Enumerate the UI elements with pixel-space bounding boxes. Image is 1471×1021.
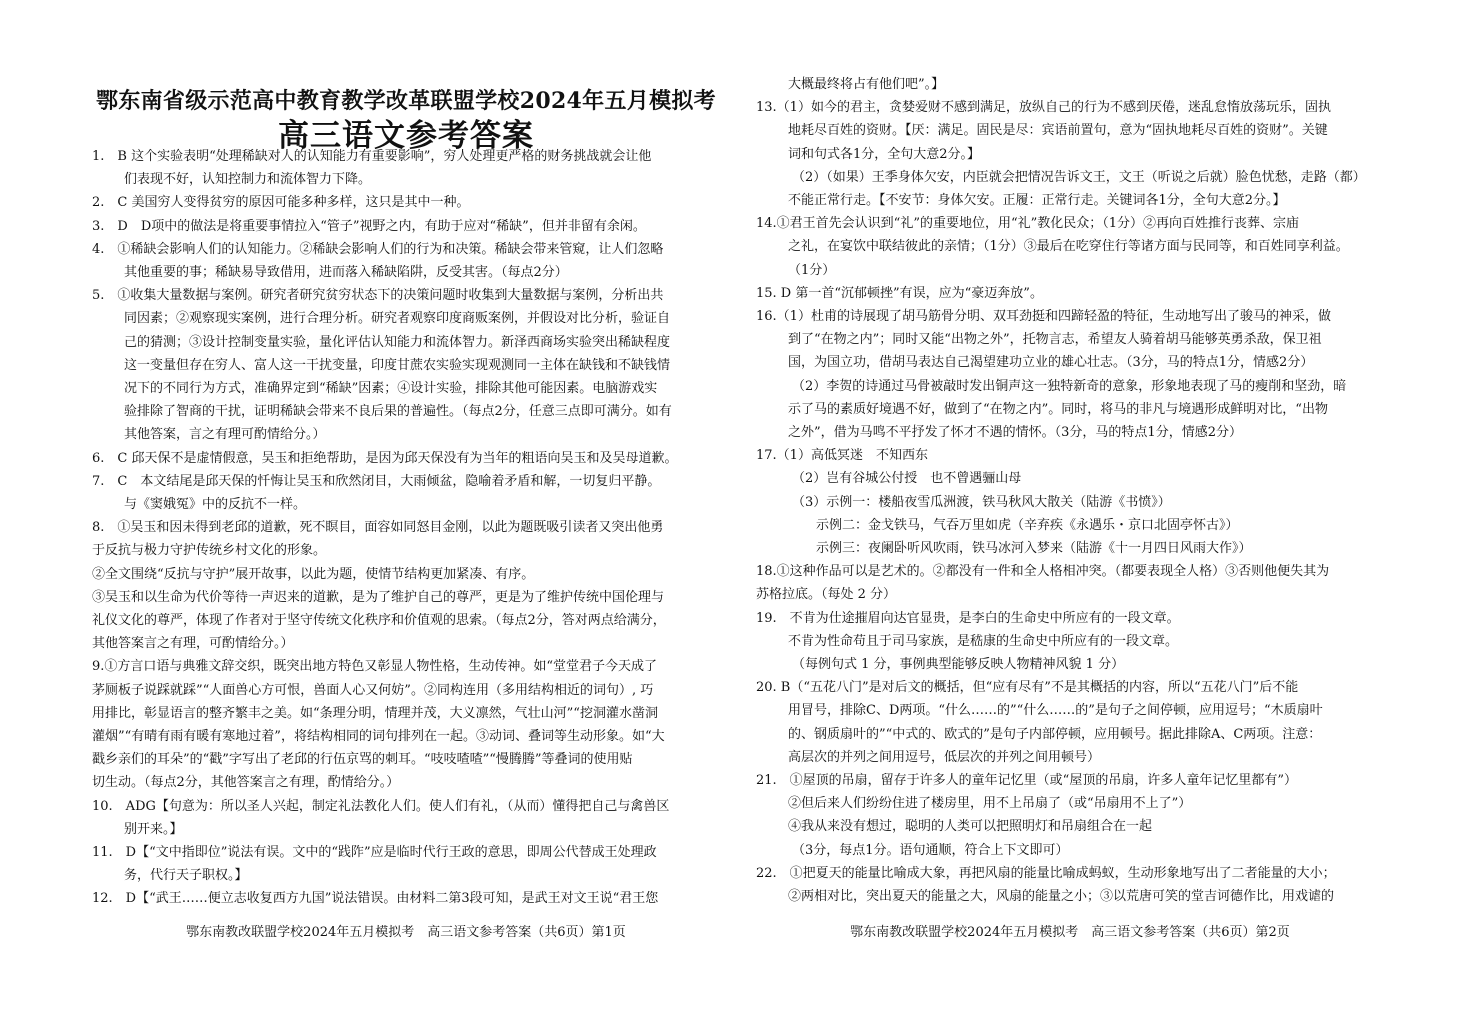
text-line: 茅厕板子说踩就踩”“人面兽心方可恨，兽面人心又何妨”。②同构连用（多用结构相近的词句）, 巧 [92,682,654,698]
text-line: 验排除了智商的干扰，证明稀缺会带来不良后果的普遍性。（每点2分，任意三点即可满分。如有 [124,404,672,420]
text-line: 示例二：金戈铁马，气吞万里如虎（辛弃疾《永遇乐・京口北固亭怀古》） [816,517,1239,533]
text-line: 6. C 邱天保不是虚情假意，吴玉和拒绝帮助，是因为邱天保没有为当年的粗语向吴玉和及吴母道歉。 [92,450,678,466]
text-line: ②两相对比，突出夏天的能量之大，风扇的能量之小；③以荒唐可笑的堂吉诃德作比，用戏谑的 [788,889,1335,904]
text-line: 这一变量但存在穷人、富人这一干扰变量，印度甘蔗农实验实现观测同一主体在缺钱和不缺钱情 [124,357,671,373]
text-line: 15. D 第一首“沉郁顿挫”有误，应为“豪迈奔放”。 [756,285,1043,301]
text-line: 8. ①吴玉和因未得到老邱的道歉，死不瞑目，面容如同怒目金刚，以此为题既吸引读者又突出他勇 [92,520,664,536]
text-line: 3. D D项中的做法是将重要事情拉入“管子”视野之内，有助于应对“稀缺”，但并非留有余闲。 [92,218,646,234]
text-line: ④我从来没有想过，聪明的人类可以把照明灯和吊扇组合在一起 [788,819,1153,835]
text-line: 14.①君王首先会认识到“礼”的重要地位，用“礼”教化民众；（1分）②再向百姓推行丧葬、宗庙 [756,216,1300,232]
text-line: 其他重要的事；稀缺易导致借用，进而落入稀缺陷阱，反受其害。（每点2分） [124,265,568,280]
footer-page-1: 鄂东南教改联盟学校2024年五月模拟考 高三语文参考答案（共6页）第1页 [186,925,626,940]
text-line: 12. D【“武王……便立志收复西方九国”说法错误。由材料二第3段可知，是武王对文王说“君王您 [92,891,659,907]
text-line: 1. B 这个实验表明“处理稀缺对人的认知能力有重要影响”，穷人处理更严格的财务挑战就会让他 [92,149,652,164]
text-line: 17.（1）高低冥迷 不知西东 [756,448,928,464]
text-line: 不肯为性命苟且于司马家族，是嵇康的生命史中所应有的一段文章。 [788,633,1179,649]
text-line: （2）李贺的诗通过马骨被敲时发出铜声这一独特新奇的意象，形象地表现了马的瘦削和坚劲，暗 [792,378,1347,394]
text-line: 地耗尽百姓的资财。【厌：满足。固民是尽：宾语前置句，意为“固执地耗尽百姓的资财”。关键 [788,123,1328,139]
text-line: ②全文围绕“反抗与守护”展开故事，以此为题，使情节结构更加紧凑、有序。 [92,566,535,582]
text-line: 于反抗与极力守护传统乡村文化的形象。 [92,543,327,559]
text-line: 己的猜测；③设计控制变量实验，量化评估认知能力和流体智力。新泽西商场实验突出稀缺程度 [124,334,671,350]
text-line: 示例三：夜阑卧听风吹雨，铁马冰河入梦来（陆游《十一月四日风雨大作》） [816,541,1252,556]
text-line: 不能正常行走。【不安节：身体欠安。正履：正常行走。关键词各1分，全句大意2分。】 [788,193,1286,208]
text-line: 21. ①屋顶的吊扇，留存于许多人的童年记忆里（或“屋顶的吊扇，许多人童年记忆里都有”） [756,773,1297,788]
text-line: 到了“在物之内”；同时又能“出物之外”，托物言志，希望友人骑着胡马能够英勇杀敌，保卫祖 [788,332,1322,348]
text-line: 大概最终将占有他们吧”。】 [788,77,945,92]
text-line: 示了马的素质好境遇不好，做到了“在物之内”。同时，将马的非凡与境遇形成鲜明对比，“出物 [788,401,1328,417]
text-line: 7. C 本文结尾是邱天保的忏悔让吴玉和欣然闭目，大雨倾盆，隐喻着矛盾和解，一切复归平静。 [92,473,661,489]
text-line: 高层次的并列之间用逗号，低层次的并列之间用顿号） [788,749,1101,765]
text-line: 别开来。】 [124,821,183,837]
text-line: 用冒号，排除C、D两项。“什么……的”“什么……的”是句子之间停顿，应用逗号；“木质扇叶 [788,703,1323,719]
exam-title: 鄂东南省级示范高中教育教学改革联盟学校2024年五月模拟考 [96,88,716,114]
text-line: 13.（1）如今的君主，贪婪爱财不感到满足，放纵自己的行为不感到厌倦，迷乱怠惰放荡玩乐，固执 [756,100,1331,116]
text-line: 国，为国立功，借胡马表达自己渴望建功立业的雄心壮志。（3分，马的特点1分，情感2分） [788,355,1314,371]
footer-page-2: 鄂东南教改联盟学校2024年五月模拟考 高三语文参考答案（共6页）第2页 [850,925,1290,940]
text-line: 9.①方言口语与典雅文辞交织，既突出地方特色又彰显人物性格，生动传神。如“堂堂君子今天成了 [92,659,658,675]
text-line: （每例句式 1 分，事例典型能够反映人物精神风貌 1 分） [792,657,1125,672]
text-line: 戳乡亲们的耳朵”的“戳”字写出了老邱的行伍京骂的刺耳。“吱吱喳喳”“慢腾腾”等叠词的使用贴 [92,752,633,768]
answer-key-title: 高三语文参考答案 [278,118,534,154]
text-line: 22. ①把夏天的能量比喻成大象，再把风扇的能量比喻成蚂蚁，生动形象地写出了二者能量的大小； [756,865,1336,881]
text-line: 其他答案，言之有理可酌情给分。） [124,427,326,443]
text-line: 词和句式各1分，全句大意2分。】 [788,146,981,162]
text-line: （2）岂有谷城公付授 也不曾遇骊山母 [792,471,1022,487]
text-line: 18.①这种作品可以是艺术的。②都没有一件和全人格相冲突。（都要表现全人格）③否则他便失其为 [756,564,1330,580]
text-line: 之礼，在宴饮中联结彼此的亲情；（1分）③最后在吃穿住行等诸方面与民同等，和百姓同享利益。 [788,239,1349,255]
text-line: 之外”，借为马鸣不平抒发了怀才不遇的情怀。（3分，马的特点1分，情感2分） [788,425,1242,440]
text-line: 5. ①收集大量数据与案例。研究者研究贫穷状态下的决策问题时收集到大量数据与案例，分析出共 [92,288,664,304]
text-line: 20. B（“五花八门”是对后文的概括，但“应有尽有”不是其概括的内容，所以“五花八门”后不能 [756,680,1299,696]
text-line: ②但后来人们纷纷住进了楼房里，用不上吊扇了（或“吊扇用不上了”） [788,796,1192,812]
text-line: 19. 不肯为仕途摧眉向达官显贵，是李白的生命史中所应有的一段文章。 [756,610,1180,626]
text-line: ③吴玉和以生命为代价等待一声迟来的道歉，是为了维护自己的尊严，更是为了维护传统中国伦理与 [92,589,665,605]
text-line: 16.（1）杜甫的诗展现了胡马筋骨分明、双耳劲挺和四蹄轻盈的特征，生动地写出了骏马的神采，做 [756,309,1331,324]
text-line: 况下的不同行为方式，准确界定到“稀缺”因素；④设计实验，排除其他可能因素。电脑游戏实 [124,381,658,396]
text-line: 们表现不好，认知控制力和流体智力下降。 [124,172,372,188]
text-line: 同因素；②观察现实案例，进行合理分析。研究者观察印度商贩案例，并假设对比分析，验证自 [124,311,671,327]
text-line: 与《窦娥冤》中的反抗不一样。 [124,497,307,512]
text-line: （3）示例一：楼船夜雪瓜洲渡，铁马秋风大散关（陆游《书愤》） [792,494,1171,510]
text-line: 灌烟”“有晴有雨有暖有寒地过着”，将结构相同的词句排列在一起。③动词、叠词等生动形象。如“大 [92,729,665,744]
text-line: 其他答案言之有理，可酌情给分。） [92,636,294,652]
text-line: （1分） [788,262,836,278]
text-line: （2）（如果）王季身体欠安，内臣就会把情况告诉文王，文王（听说之后就）脸色忧愁，走路（都） [792,169,1366,185]
text-line: 2. C 美国穷人变得贫穷的原因可能多种多样，这只是其中一种。 [92,195,470,211]
text-line: 用排比，彰显语言的整齐繁丰之美。如“条理分明，情理并茂，大义凛然，气壮山河”“挖洞灌水凿洞 [92,705,658,721]
text-line: 切生动。（每点2分，其他答案言之有理，酌情给分。） [92,775,400,791]
text-line: 苏格拉底。（每处 2 分） [756,587,897,603]
text-line: 11. D【“文中指即位”说法有误。文中的“践阼”应是临时代行王政的意思，即周公代替成王处理政 [92,845,657,860]
text-line: 礼仪文化的尊严，体现了作者对于坚守传统文化秩序和价值观的思索。（每点2分，答对两点给满分， [92,613,666,628]
text-line: （3分，每点1分。语句通顺，符合上下文即可） [792,842,1069,858]
text-line: 的、钢质扇叶的”“中式的、欧式的”是句子内部停顿，应用顿号。据此排除A、C两项。注意： [788,726,1322,742]
text-line: 10. ADG【句意为：所以圣人兴起，制定礼法教化人们。使人们有礼，（从而）懂得把自己与禽兽区 [92,798,670,814]
text-line: 务，代行天子职权。】 [124,868,248,884]
text-line: 4. ①稀缺会影响人们的认知能力。②稀缺会影响人们的行为和决策。稀缺会带来管窥，让人们忽略 [92,241,664,257]
